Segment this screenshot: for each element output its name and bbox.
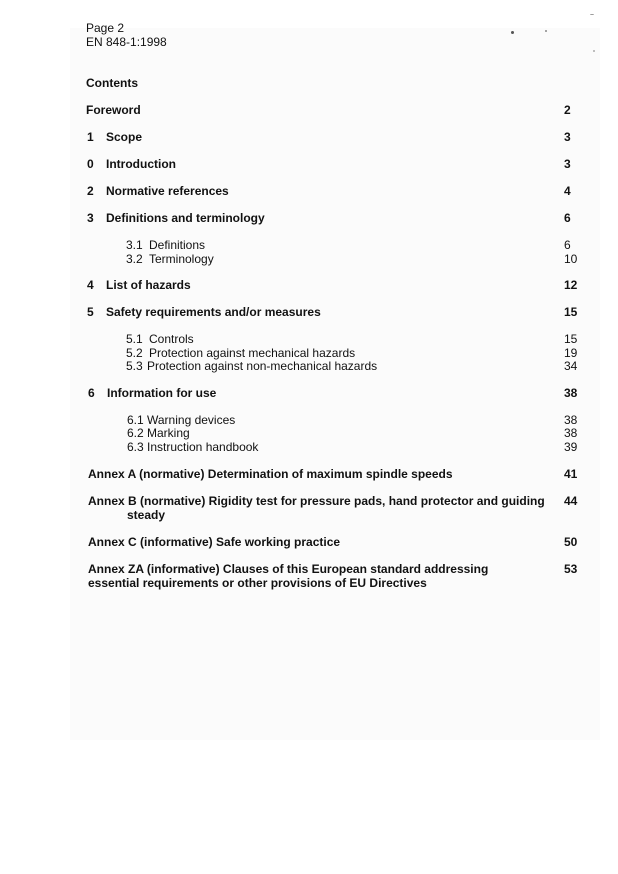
toc-number: 0	[87, 157, 94, 171]
toc-title: Foreword	[86, 103, 141, 117]
toc-page: 3	[564, 130, 571, 144]
toc-title: Annex B (normative) Rigidity test for pressure pads, hand protector and guiding steady	[88, 494, 545, 522]
toc-page: 12	[564, 278, 578, 292]
toc-page: 41	[564, 467, 578, 481]
toc-number: 5.3	[126, 359, 143, 373]
toc-page: 39	[564, 440, 578, 454]
toc-page: 6	[564, 211, 571, 225]
toc-number: 6	[88, 386, 95, 400]
toc-number: 6.3	[127, 440, 144, 454]
toc-number: 4	[87, 278, 94, 292]
toc-title: Definitions	[149, 238, 206, 252]
scan-speck	[590, 14, 594, 15]
toc-title: Normative references	[106, 184, 229, 198]
toc-number: 3	[87, 211, 94, 225]
scan-speck	[545, 30, 547, 32]
toc-page: 4	[564, 184, 571, 198]
page-number: Page 2	[86, 21, 125, 35]
toc-title: Introduction	[106, 157, 176, 171]
toc-title: Scope	[106, 130, 143, 144]
toc-page: 38	[564, 386, 578, 400]
toc-page: 15	[564, 305, 578, 319]
toc-page: 50	[564, 535, 578, 549]
toc-title: Annex A (normative) Determination of maximum spindle speeds	[88, 467, 453, 481]
toc-page: 2	[564, 103, 571, 117]
toc-title: Warning devices	[147, 413, 236, 427]
toc-number: 1	[87, 130, 94, 144]
toc-title: Definitions and terminology	[106, 211, 265, 225]
toc-title: Annex C (informative) Safe working practice	[88, 535, 341, 549]
toc-number: 3.1	[126, 238, 143, 252]
toc-title: Marking	[147, 426, 190, 440]
toc-title: Protection against mechanical hazards	[149, 346, 356, 360]
toc-page: 15	[564, 332, 578, 346]
toc-page: 34	[564, 359, 578, 373]
toc-number: 6.1	[127, 413, 144, 427]
toc-number: 6.2	[127, 426, 144, 440]
scan-speck	[593, 50, 595, 52]
scan-speck	[511, 31, 514, 34]
toc-page: 19	[564, 346, 578, 360]
toc-title: Instruction handbook	[147, 440, 259, 454]
toc-number: 3.2	[126, 252, 143, 266]
toc-number: 5.2	[126, 346, 143, 360]
toc-page: 44	[564, 494, 578, 508]
page-header	[86, 22, 167, 49]
toc-page: 10	[564, 252, 578, 266]
scanned-page-area	[70, 28, 600, 740]
standard-id: EN 848-1:1998	[86, 34, 167, 49]
toc-number: 5.1	[126, 332, 143, 346]
contents-heading: Contents	[86, 76, 138, 90]
toc-page: 6	[564, 238, 571, 252]
toc-number: 5	[87, 305, 94, 319]
toc-title: Information for use	[107, 386, 217, 400]
toc-page: 53	[564, 562, 578, 576]
toc-page: 38	[564, 413, 578, 427]
toc-title: Annex ZA (informative) Clauses of this European standard addressing essential requirements or other provisions of EU Directives	[88, 562, 489, 590]
toc-title: Safety requirements and/or measures	[106, 305, 321, 319]
toc-number: 2	[87, 184, 94, 198]
toc-title: List of hazards	[106, 278, 191, 292]
toc-title: Terminology	[149, 252, 214, 266]
toc-page: 3	[564, 157, 571, 171]
toc-page: 38	[564, 426, 578, 440]
toc-title: Controls	[149, 332, 194, 346]
toc-title: Protection against non-mechanical hazards	[147, 359, 378, 373]
